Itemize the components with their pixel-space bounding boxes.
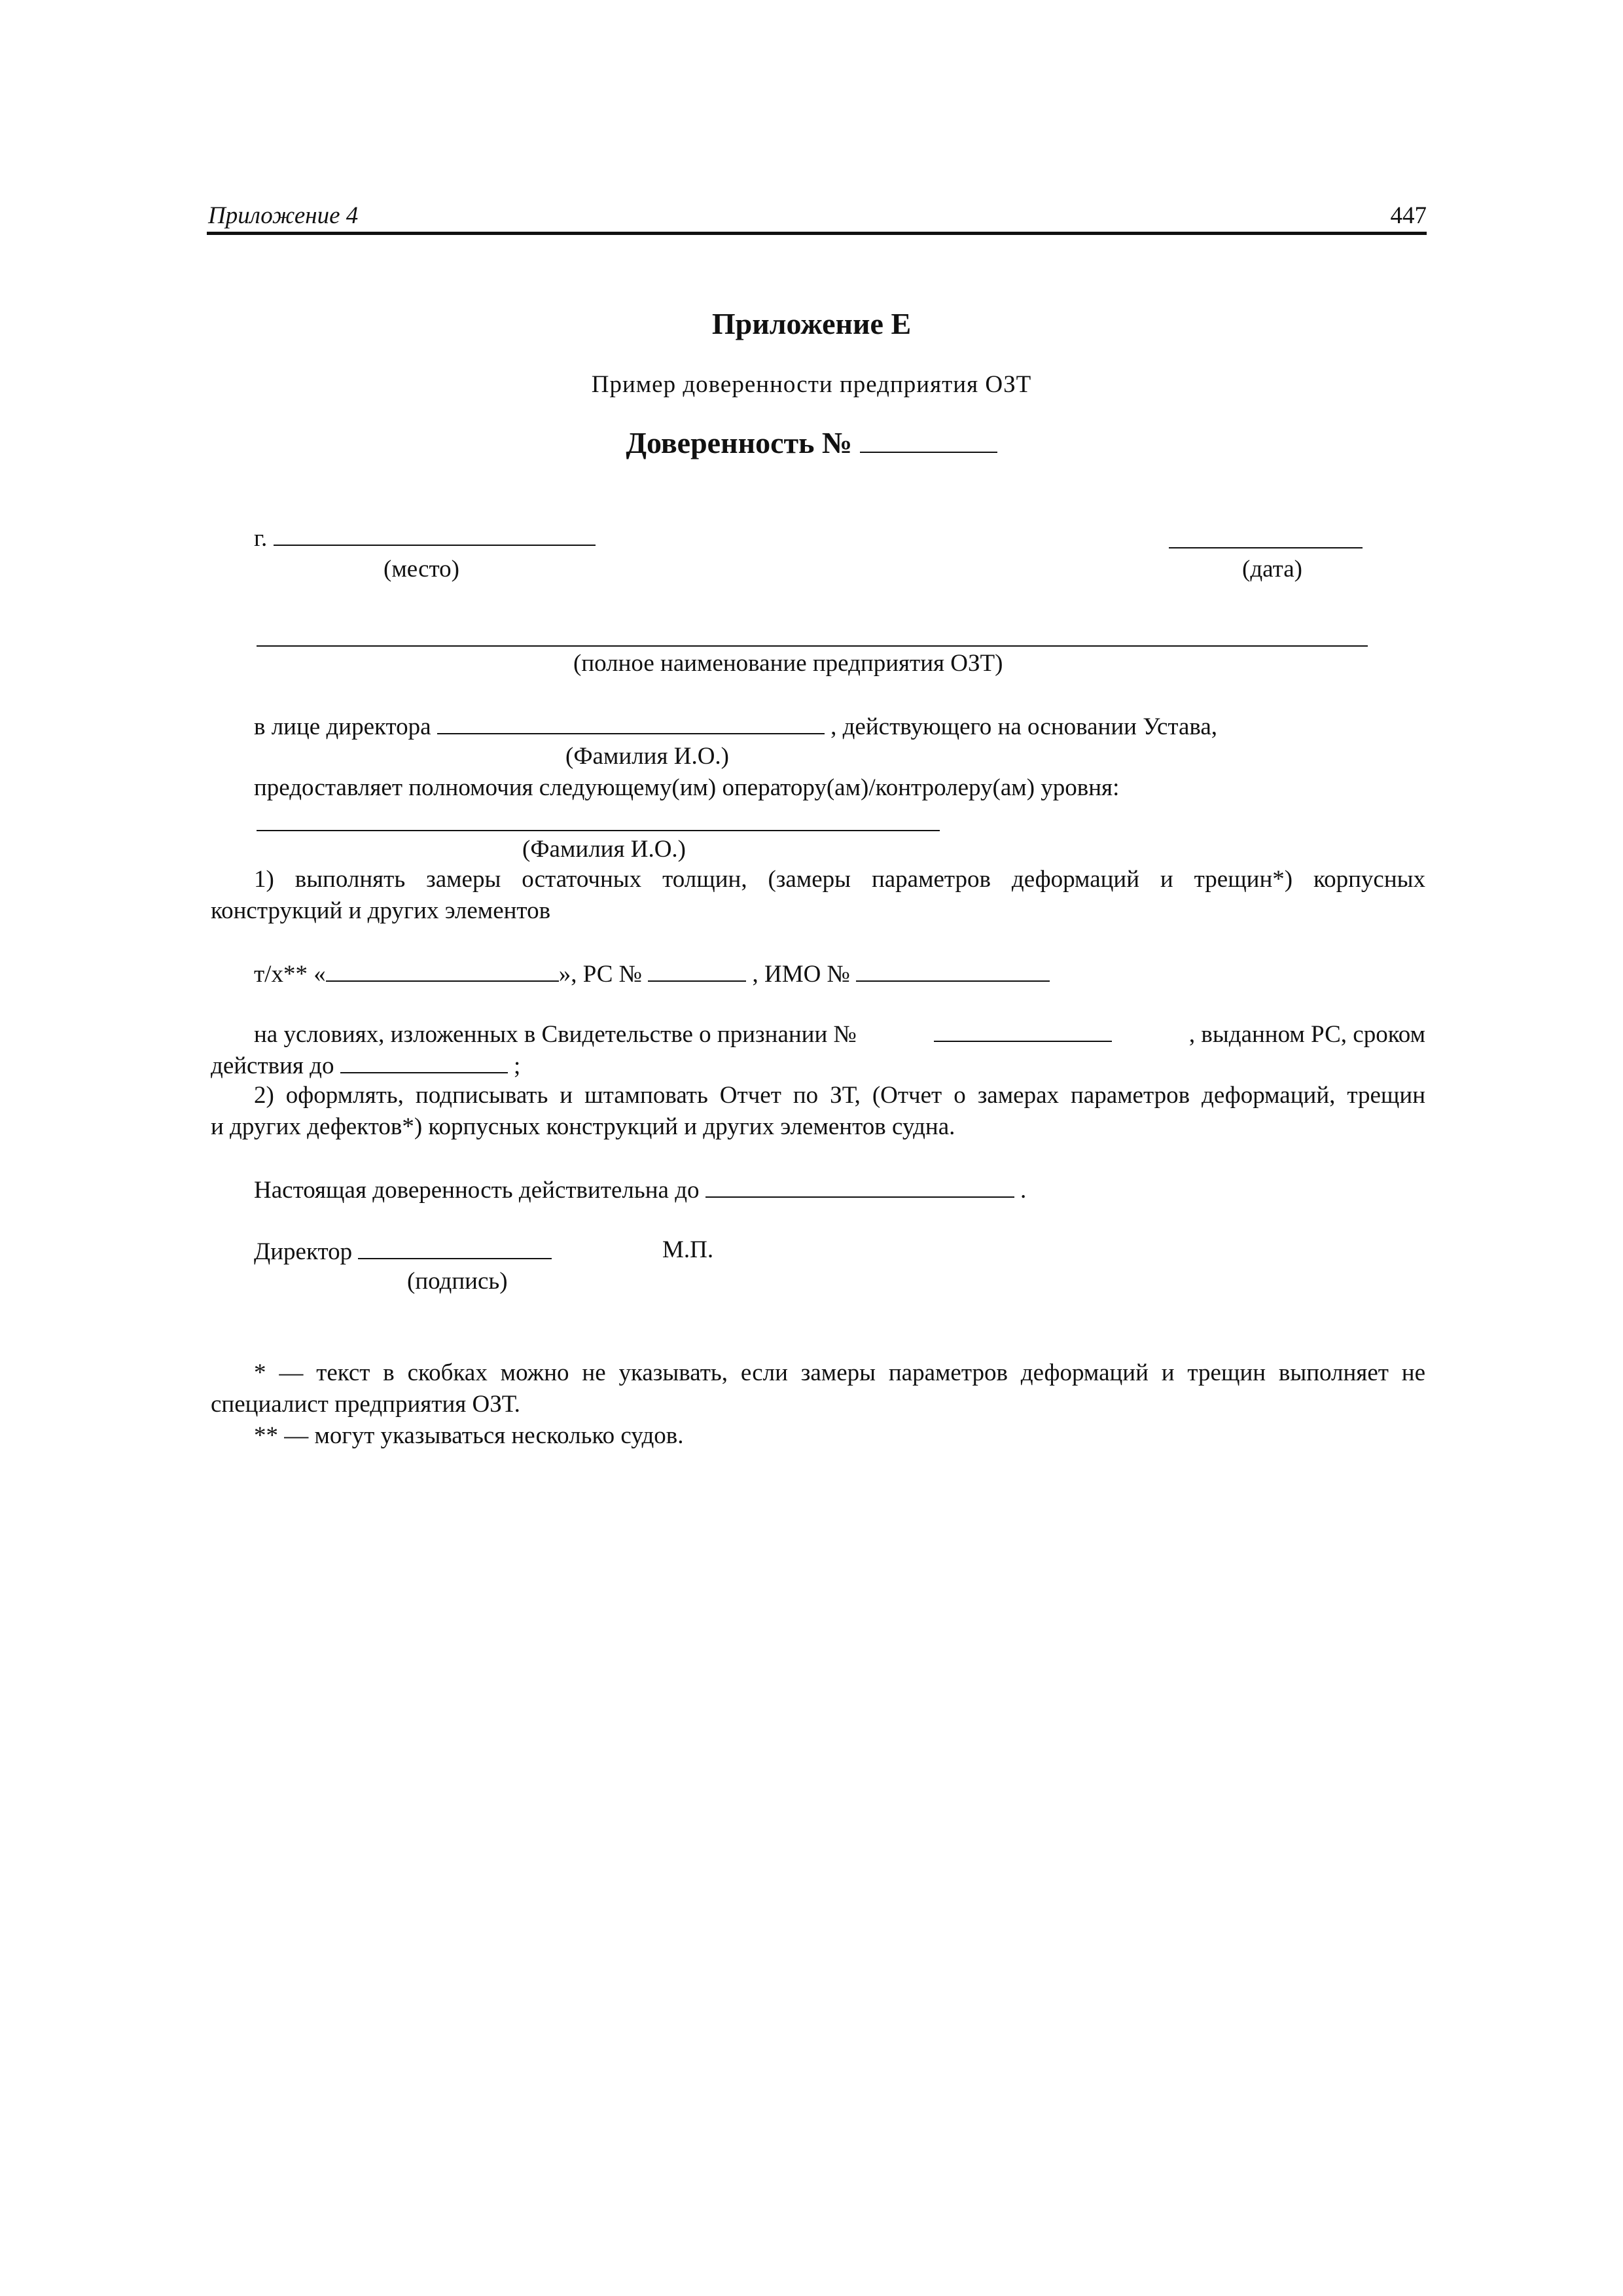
director-name-blank[interactable] — [437, 711, 825, 734]
place-caption: (место) — [383, 556, 460, 583]
document-title-text: Доверенность № — [626, 426, 853, 459]
grant-text: предоставляет полномочия следующему(им) оператору(ам)/контролеру(ам) уровня: — [254, 774, 1120, 801]
conditions-text-a: на условиях, изложенных в Свидетельстве о признании № — [254, 1021, 857, 1048]
stamp-placeholder: М.П. — [662, 1236, 714, 1263]
director-caption: (Фамилия И.О.) — [565, 743, 729, 770]
place-blank[interactable] — [274, 522, 596, 546]
signature-blank[interactable] — [358, 1236, 552, 1259]
conditions-text-b: , выданном РС, сроком — [1188, 1021, 1425, 1048]
document-number-blank[interactable] — [860, 425, 997, 453]
validity-period-end: ; — [514, 1052, 521, 1079]
vessel-imo-label: , ИМО № — [752, 961, 850, 988]
organization-caption: (полное наименование предприятия ОЗТ) — [573, 650, 1003, 677]
conditions-line2 — [211, 1050, 520, 1081]
director-row — [254, 711, 1217, 742]
director-suffix: , действующего на основании Устава, — [830, 713, 1218, 740]
item2-line1: 2) оформлять, подписывать и штамповать Отчет по ЗТ, (Отчет о замерах параметров деформаций, трещин — [254, 1082, 1425, 1109]
date-blank[interactable] — [1169, 547, 1363, 548]
validity-period-label: действия до — [211, 1052, 334, 1079]
document-title — [0, 425, 1623, 460]
running-header-title: Приложение 4 — [208, 202, 359, 229]
validity-prefix: Настоящая доверенность действительна до — [254, 1177, 700, 1204]
signature-row — [254, 1236, 552, 1266]
validity-row — [254, 1174, 1026, 1205]
rs-number-blank[interactable] — [648, 958, 746, 982]
item2-line2: и других дефектов*) корпусных конструкций и других элементов судна. — [211, 1113, 955, 1140]
signature-label: Директор — [254, 1238, 353, 1265]
date-caption: (дата) — [1242, 556, 1302, 583]
page-number: 447 — [1390, 202, 1427, 229]
footnote-1-line1: * — текст в скобках можно не указывать, если замеры параметров деформаций и трещин выполняет не — [254, 1359, 1425, 1386]
header-rule — [207, 232, 1427, 235]
place-prefix: г. — [254, 525, 268, 552]
director-prefix: в лице директора — [254, 713, 431, 740]
operator-name-blank[interactable] — [257, 830, 940, 831]
document-subtitle: Пример доверенности предприятия ОЗТ — [591, 371, 1032, 398]
conditions-line1 — [254, 1018, 1425, 1049]
appendix-title: Приложение Е — [711, 307, 912, 340]
organization-name-blank[interactable] — [257, 645, 1368, 647]
item1-line1: 1) выполнять замеры остаточных толщин, (замеры параметров деформаций и трещин*) корпусных — [254, 866, 1425, 893]
vessel-name-blank[interactable] — [326, 958, 559, 982]
footnote-2: ** — могут указываться несколько судов. — [254, 1422, 684, 1449]
vessel-rs-label: », РС № — [558, 961, 642, 988]
place-row — [254, 522, 596, 553]
validity-period-blank[interactable] — [340, 1050, 508, 1073]
certificate-number-blank[interactable] — [934, 1018, 1112, 1042]
valid-until-blank[interactable] — [705, 1174, 1014, 1198]
operator-caption: (Фамилия И.О.) — [522, 836, 686, 863]
item1-line2: конструкций и других элементов — [211, 897, 551, 924]
validity-suffix: . — [1020, 1177, 1027, 1204]
footnote-1-line2: специалист предприятия ОЗТ. — [211, 1391, 520, 1418]
vessel-row — [254, 958, 1050, 989]
imo-number-blank[interactable] — [856, 958, 1050, 982]
signature-caption: (подпись) — [407, 1268, 508, 1295]
vessel-tx-label: т/х** « — [254, 961, 326, 988]
